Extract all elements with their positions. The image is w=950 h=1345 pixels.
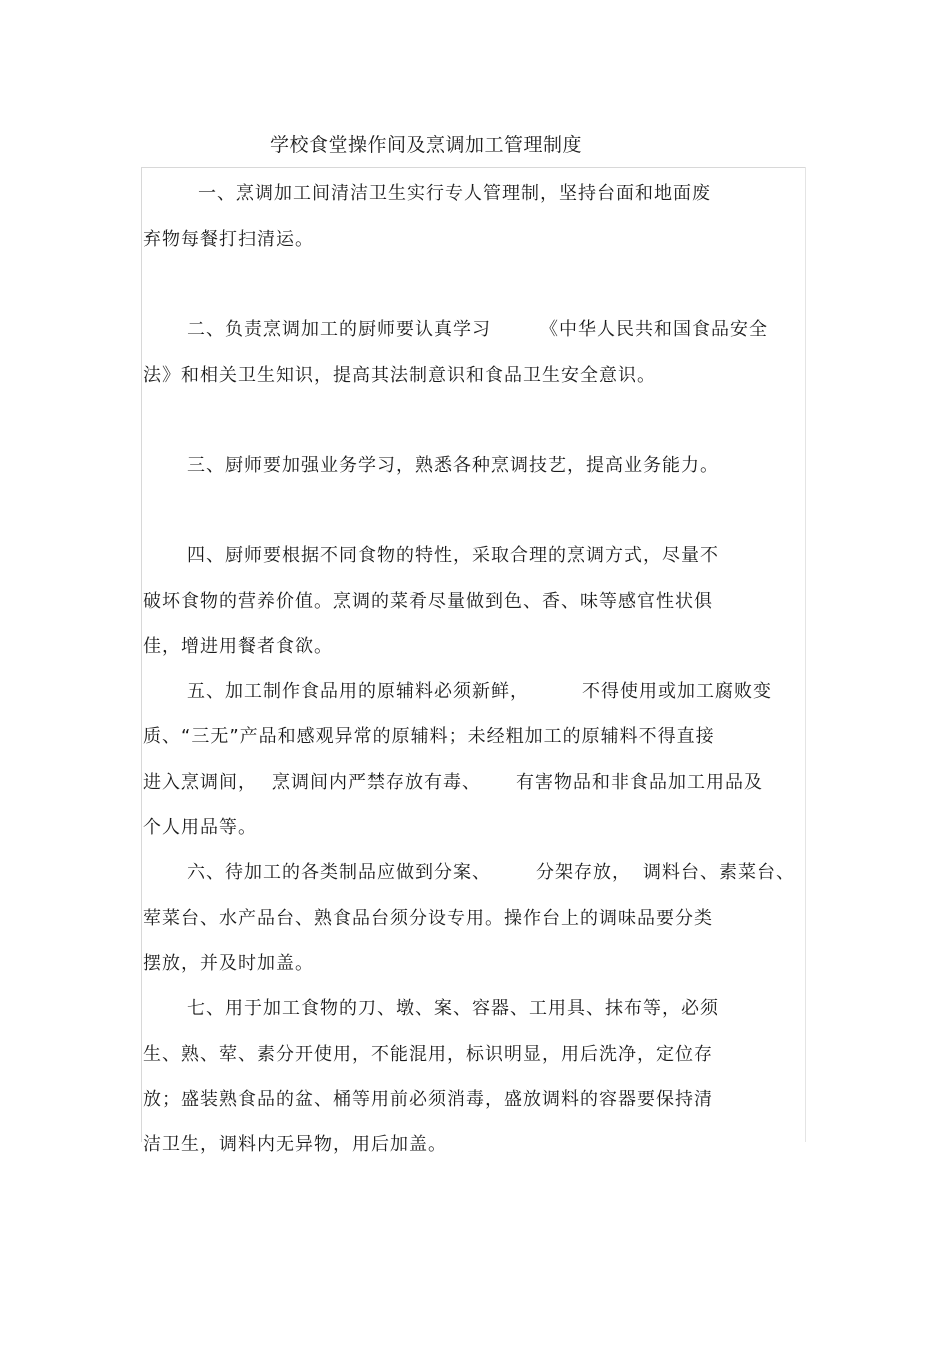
paragraph-line: 调料台、素菜台、 bbox=[643, 862, 795, 883]
paragraph-line: 质、“三无”产品和感观异常的原辅料；未经粗加工的原辅料不得直接 bbox=[143, 726, 715, 747]
frame-top-border bbox=[141, 167, 805, 168]
paragraph-line: 三、厨师要加强业务学习，熟悉各种烹调技艺，提高业务能力。 bbox=[187, 455, 719, 476]
paragraph-line: 不得使用或加工腐败变 bbox=[582, 681, 772, 702]
paragraph-line: 弃物每餐打扫清运。 bbox=[143, 229, 314, 250]
paragraph-line: 一、烹调加工间清洁卫生实行专人管理制，坚持台面和地面废 bbox=[198, 183, 711, 204]
paragraph-line: 荤菜台、水产品台、熟食品台须分设专用。操作台上的调味品要分类 bbox=[143, 908, 713, 929]
document-title: 学校食堂操作间及烹调加工管理制度 bbox=[270, 134, 583, 156]
paragraph-line: 《中华人民共和国食品安全 bbox=[540, 319, 768, 340]
paragraph-line: 进入烹调间， bbox=[143, 772, 257, 793]
paragraph-line: 破坏食物的营养价值。烹调的菜肴尽量做到色、香、味等感官性状俱 bbox=[143, 591, 713, 612]
paragraph-line: 七、用于加工食物的刀、墩、案、容器、工用具、抹布等，必须 bbox=[187, 998, 719, 1019]
paragraph-line: 摆放，并及时加盖。 bbox=[143, 953, 314, 974]
paragraph-line: 分架存放， bbox=[536, 862, 631, 883]
paragraph-line: 放；盛装熟食品的盆、桶等用前必须消毒，盛放调料的容器要保持清 bbox=[143, 1089, 713, 1110]
frame-right-border bbox=[805, 167, 806, 1142]
paragraph-line: 个人用品等。 bbox=[143, 817, 257, 838]
paragraph-line: 法》和相关卫生知识，提高其法制意识和食品卫生安全意识。 bbox=[143, 365, 656, 386]
paragraph-line: 生、熟、荤、素分开使用，不能混用，标识明显，用后洗净，定位存 bbox=[143, 1044, 713, 1065]
paragraph-line: 六、待加工的各类制品应做到分案、 bbox=[187, 862, 491, 883]
paragraph-line: 五、加工制作食品用的原辅料必须新鲜， bbox=[187, 681, 529, 702]
paragraph-line: 佳，增进用餐者食欲。 bbox=[143, 636, 333, 657]
paragraph-line: 四、厨师要根据不同食物的特性，采取合理的烹调方式，尽量不 bbox=[187, 545, 719, 566]
paragraph-line: 洁卫生，调料内无异物，用后加盖。 bbox=[143, 1134, 447, 1155]
frame-left-border bbox=[141, 167, 142, 1142]
paragraph-line: 二、负责烹调加工的厨师要认真学习 bbox=[187, 319, 491, 340]
paragraph-line: 有害物品和非食品加工用品及 bbox=[516, 772, 763, 793]
paragraph-line: 烹调间内严禁存放有毒、 bbox=[272, 772, 481, 793]
